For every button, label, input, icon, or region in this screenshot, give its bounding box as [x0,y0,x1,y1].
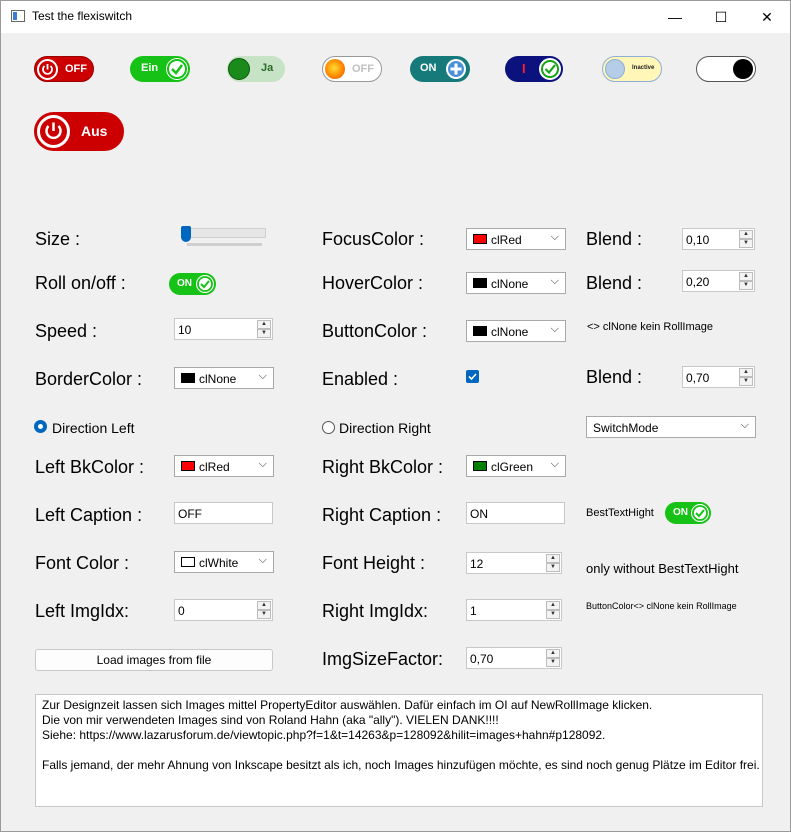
close-button[interactable]: ✕ [761,8,773,25]
spin-value: 0,10 [686,233,710,247]
window-title: Test the flexiswitch [32,9,133,23]
enabled-checkbox[interactable] [466,370,479,383]
left-imgidx-label: Left ImgIdx: [35,601,130,621]
color-swatch [181,373,195,383]
info-memo[interactable] [35,694,763,807]
speed-spin[interactable] [174,318,273,340]
spin-up-icon[interactable]: ▲ [739,368,753,377]
memo-line: Zur Designzeit lassen sich Images mittel PropertyEditor auswählen. Dafür einfach im OI auf NewRollImage klicken. [42,698,653,712]
load-images-button[interactable]: Load images from file [35,649,273,671]
color-swatch [181,557,195,567]
right-bkcolor-label: Right BkColor : [322,457,444,477]
spin-down-icon[interactable]: ▼ [257,329,271,338]
spin-up-icon[interactable]: ▲ [546,554,560,563]
besttext-switch[interactable] [665,502,711,524]
combo-value: clNone [491,277,529,291]
color-swatch [473,234,487,244]
combo-value: clWhite [199,556,239,570]
direction-left-radio[interactable] [34,420,47,433]
font-color-label: Font Color : [35,553,130,573]
roll-label: Roll on/off : [35,273,126,293]
color-swatch [181,461,195,471]
input-value: ON [470,507,488,521]
switch-aus-large[interactable] [34,112,124,151]
chevron-down-icon: ⌵ [550,231,559,243]
spin-up-icon[interactable]: ▲ [257,320,271,329]
switch-ja[interactable] [227,56,285,82]
combo-value: clNone [491,325,529,339]
spin-down-icon[interactable]: ▼ [546,658,560,667]
blend2-label: Blend : [586,273,643,293]
font-height-spin[interactable] [466,552,562,574]
switch-caption: OFF [65,63,87,75]
title-bar[interactable] [1,1,790,33]
chevron-down-icon: ⌵ [258,458,267,470]
spin-up-icon[interactable]: ▲ [739,272,753,281]
only-without-note: only without BestTextHight [586,561,739,576]
size-label: Size : [35,229,81,249]
spin-value: 0,20 [686,275,710,289]
right-imgidx-spin[interactable] [466,599,562,621]
spin-down-icon[interactable]: ▼ [546,563,560,572]
check-icon [166,58,188,80]
check-icon [196,275,214,293]
chevron-down-icon: ⌵ [550,323,559,335]
memo-line: Falls jemand, der mehr Ahnung von Inkscape besitzt als ich, noch Images hinzufügen möchte, es sind noch genug Plätze im Editor frei. [42,758,760,772]
app-icon [11,10,25,22]
switch-navy[interactable] [505,56,563,82]
switch-caption: Aus [81,123,108,139]
focuscolor-label: FocusColor : [322,229,425,249]
client-area [1,33,790,831]
font-color-combo[interactable] [174,551,274,573]
chevron-down-icon: ⌵ [550,458,559,470]
spin-down-icon[interactable]: ▼ [739,281,753,290]
spin-up-icon[interactable]: ▲ [546,649,560,658]
switch-caption: Inactive [632,65,655,71]
direction-right-radio[interactable] [322,421,335,434]
hovercolor-label: HoverColor : [322,273,424,293]
enabled-label: Enabled : [322,369,399,389]
power-icon [37,115,70,148]
chevron-down-icon: ⌵ [740,419,749,431]
roll-switch[interactable] [169,273,216,295]
chevron-down-icon: ⌵ [258,554,267,566]
buttoncolor-combo[interactable] [466,320,566,342]
switch-off-red[interactable] [34,56,94,82]
check-icon [691,504,709,522]
chevron-down-icon: ⌵ [550,275,559,287]
knob [228,58,250,80]
switch-white-black[interactable] [696,56,756,82]
spin-value: 0,70 [470,652,494,666]
spin-up-icon[interactable]: ▲ [546,601,560,610]
imgsizefactor-spin[interactable] [466,647,562,669]
spin-value: 1 [470,604,477,618]
combo-value: clRed [491,233,522,247]
left-caption-input[interactable] [174,502,273,524]
switch-caption: I [522,61,526,76]
combo-value: SwitchMode [593,421,659,435]
knob [733,59,753,79]
memo-line: Siehe: https://www.lazarusforum.de/viewtopic.php?f=1&t=14263&p=128092&hilit=images+hahn#p128092. [42,728,606,742]
maximize-button[interactable]: ☐ [714,8,728,25]
buttoncolor-note: ButtonColor<> clNone kein RollImage [586,601,737,611]
spin-down-icon[interactable]: ▼ [257,610,271,619]
minimize-button[interactable]: — [668,9,682,25]
color-swatch [473,278,487,288]
power-icon [37,59,58,80]
switch-ein-green[interactable] [130,56,190,82]
color-swatch [473,461,487,471]
switch-caption: ON [177,278,192,289]
switch-inactive[interactable] [602,56,662,82]
blend3-spin[interactable] [682,366,755,388]
slider-thumb[interactable] [181,226,191,242]
direction-left-label: Direction Left [52,420,135,436]
input-value: OFF [178,507,202,521]
left-bkcolor-combo[interactable] [174,455,274,477]
plus-icon [446,59,466,79]
spin-up-icon[interactable]: ▲ [257,601,271,610]
combo-value: clRed [199,460,230,474]
right-caption-input[interactable] [466,502,565,524]
left-caption-label: Left Caption : [35,505,143,525]
switch-caption: Ein [141,62,159,74]
right-caption-label: Right Caption : [322,505,442,525]
spin-up-icon[interactable]: ▲ [739,230,753,239]
sun-icon [325,59,345,79]
combo-value: clNone [199,372,237,386]
speed-label: Speed : [35,321,98,341]
switch-off-white[interactable] [322,56,382,82]
check-icon [539,58,561,80]
switch-on-teal[interactable] [410,56,470,82]
switch-caption: ON [673,507,688,518]
knob [605,59,625,79]
checkmark-icon [466,370,479,383]
direction-right-label: Direction Right [339,420,431,436]
spin-down-icon[interactable]: ▼ [739,239,753,248]
blend3-label: Blend : [586,367,643,387]
imgsizefactor-label: ImgSizeFactor: [322,649,444,669]
switchmode-combo[interactable] [586,416,756,438]
color-swatch [473,326,487,336]
left-bkcolor-label: Left BkColor : [35,457,145,477]
blend2-spin[interactable] [682,270,755,292]
focuscolor-combo[interactable] [466,228,566,250]
memo-line: Die von mir verwendeten Images sind von Roland Hahn (aka "ally"). VIELEN DANK!!!! [42,713,499,727]
bordercolor-label: BorderColor : [35,369,143,389]
slider-track [181,228,266,238]
blend1-spin[interactable] [682,228,755,250]
slider-scale [187,243,262,246]
spin-down-icon[interactable]: ▼ [546,610,560,619]
right-bkcolor-combo[interactable] [466,455,566,477]
size-slider[interactable] [181,226,266,248]
spin-value: 0 [178,604,185,618]
spin-value: 10 [178,323,192,337]
rollimage-note: <> clNone kein RollImage [587,321,713,333]
chevron-down-icon: ⌵ [258,370,267,382]
left-imgidx-spin[interactable] [174,599,273,621]
switch-caption: ON [420,62,437,74]
memo-line [42,743,756,758]
bordercolor-combo[interactable] [174,367,274,389]
spin-value: 0,70 [686,371,710,385]
buttoncolor-label: ButtonColor : [322,321,428,341]
font-height-label: Font Height : [322,553,426,573]
switch-caption: Ja [261,62,274,74]
right-imgidx-label: Right ImgIdx: [322,601,429,621]
besttext-label: BestTextHight [586,507,654,519]
spin-down-icon[interactable]: ▼ [739,377,753,386]
switch-caption: OFF [352,63,374,75]
combo-value: clGreen [491,460,534,474]
spin-value: 12 [470,557,484,571]
hovercolor-combo[interactable] [466,272,566,294]
blend1-label: Blend : [586,229,643,249]
